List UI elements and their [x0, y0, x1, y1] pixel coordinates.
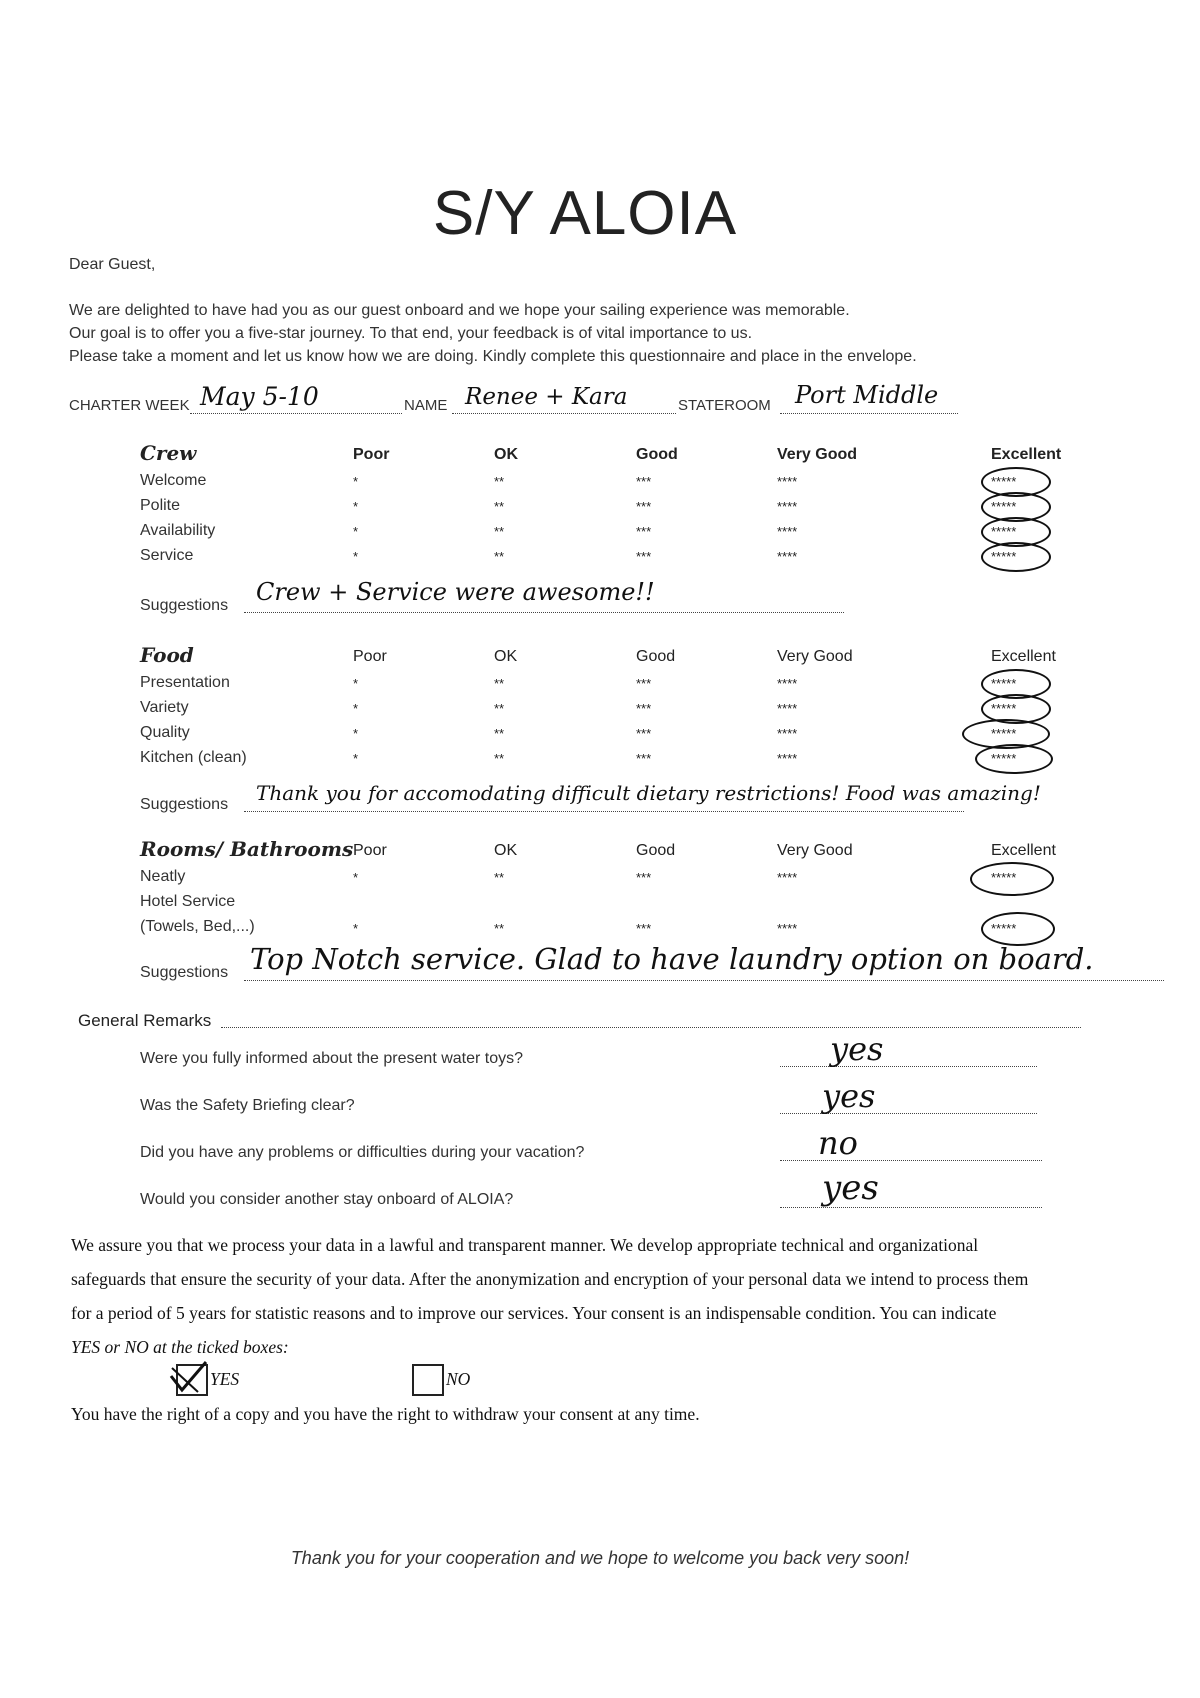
rooms-row-label: Neatly — [140, 868, 186, 885]
checkmark-icon — [168, 1360, 208, 1394]
star-ok[interactable]: ** — [494, 499, 505, 514]
remark-question: Would you consider another stay onboard of ALOIA? — [140, 1191, 514, 1208]
star-very-good[interactable]: **** — [777, 676, 798, 691]
remark-answer-field[interactable]: no — [818, 1124, 858, 1162]
no-label: NO — [446, 1369, 471, 1389]
selection-circle — [970, 862, 1054, 896]
col-ok: OK — [494, 842, 518, 859]
food-row-label: Presentation — [140, 674, 230, 691]
star-good[interactable]: *** — [636, 701, 652, 716]
col-good: Good — [636, 842, 676, 859]
col-excellent: Excellent — [991, 446, 1062, 463]
star-poor[interactable]: * — [353, 549, 359, 564]
consent-rights: You have the right of a copy and you have the right to withdraw your consent at any time. — [71, 1404, 700, 1424]
star-ok[interactable]: ** — [494, 921, 505, 936]
col-very-good: Very Good — [777, 446, 858, 463]
remark-question: Were you fully informed about the present water toys? — [140, 1050, 524, 1067]
star-good[interactable]: *** — [636, 549, 652, 564]
stateroom-line — [780, 413, 958, 414]
food-row-label: Quality — [140, 724, 190, 741]
star-very-good[interactable]: **** — [777, 726, 798, 741]
star-excellent[interactable]: ***** — [991, 499, 1017, 514]
star-ok[interactable]: ** — [494, 870, 505, 885]
intro-line-1: We are delighted to have had you as our guest onboard and we hope your sailing experience was memorable. — [69, 302, 850, 319]
section-title-rooms: Rooms/ Bathrooms — [140, 837, 354, 861]
star-excellent[interactable]: ***** — [991, 726, 1017, 741]
closing-message: Thank you for your cooperation and we hope to welcome you back very soon! — [290, 1548, 910, 1568]
rooms-suggestions-field[interactable]: Top Notch service. Glad to have laundry option on board. — [250, 942, 1094, 976]
star-very-good[interactable]: **** — [777, 474, 798, 489]
food-row-label: Variety — [140, 699, 189, 716]
suggestions-line — [244, 612, 844, 613]
star-excellent[interactable]: ***** — [991, 676, 1017, 691]
star-good[interactable]: *** — [636, 524, 652, 539]
crew-row-label: Polite — [140, 497, 181, 514]
star-excellent[interactable]: ***** — [991, 870, 1017, 885]
suggestions-line — [244, 811, 964, 812]
star-very-good[interactable]: **** — [777, 499, 798, 514]
stateroom-label: STATEROOM — [678, 397, 771, 414]
star-good[interactable]: *** — [636, 921, 652, 936]
answer-line — [780, 1207, 1042, 1208]
intro-line-2: Our goal is to offer you a five-star journey. To that end, your feedback is of vital importance to us. — [69, 325, 753, 342]
star-poor[interactable]: * — [353, 474, 359, 489]
star-poor[interactable]: * — [353, 524, 359, 539]
selection-circle — [975, 744, 1053, 774]
star-excellent[interactable]: ***** — [991, 549, 1017, 564]
suggestions-line — [244, 980, 1164, 981]
crew-row-label: Availability — [140, 522, 216, 539]
star-very-good[interactable]: **** — [777, 701, 798, 716]
star-very-good[interactable]: **** — [777, 870, 798, 885]
star-good[interactable]: *** — [636, 676, 652, 691]
star-ok[interactable]: ** — [494, 751, 505, 766]
remark-answer-field[interactable]: yes — [822, 1077, 876, 1115]
col-excellent: Excellent — [991, 648, 1056, 665]
rooms-row-label: (Towels, Bed,...) — [140, 918, 255, 935]
star-very-good[interactable]: **** — [777, 751, 798, 766]
star-ok[interactable]: ** — [494, 474, 505, 489]
star-ok[interactable]: ** — [494, 726, 505, 741]
general-remarks-label: General Remarks — [78, 1011, 212, 1030]
star-very-good[interactable]: **** — [777, 921, 798, 936]
col-very-good: Very Good — [777, 842, 853, 859]
page-title: S/Y ALOIA — [432, 179, 738, 248]
answer-line — [780, 1113, 1037, 1114]
section-title-crew: Crew — [140, 441, 197, 465]
yes-checkbox[interactable] — [176, 1364, 208, 1396]
charter-week-field[interactable]: May 5-10 — [200, 382, 319, 411]
star-excellent[interactable]: ***** — [991, 921, 1017, 936]
star-poor[interactable]: * — [353, 499, 359, 514]
name-line — [452, 413, 676, 414]
star-good[interactable]: *** — [636, 474, 652, 489]
col-poor: Poor — [353, 648, 387, 665]
star-ok[interactable]: ** — [494, 524, 505, 539]
star-ok[interactable]: ** — [494, 676, 505, 691]
consent-line-2: safeguards that ensure the security of your data. After the anonymization and encryption of your personal data we intend to process them — [71, 1269, 1029, 1289]
suggestions-label: Suggestions — [140, 597, 229, 614]
consent-line-1: We assure you that we process your data in a lawful and transparent manner. We develop appropriate technical and organizational — [71, 1235, 979, 1255]
selection-circle — [981, 542, 1051, 572]
star-good[interactable]: *** — [636, 726, 652, 741]
star-ok[interactable]: ** — [494, 549, 505, 564]
col-ok: OK — [494, 648, 518, 665]
no-checkbox[interactable] — [412, 1364, 444, 1396]
name-label: NAME — [404, 397, 448, 414]
food-suggestions-field[interactable]: Thank you for accomodating difficult dietary restrictions! Food was amazing! — [256, 781, 1041, 805]
remark-question: Did you have any problems or difficulties during your vacation? — [140, 1144, 585, 1161]
crew-suggestions-field[interactable]: Crew + Service were awesome!! — [256, 578, 655, 606]
star-poor[interactable]: * — [353, 701, 359, 716]
col-poor: Poor — [353, 446, 390, 463]
charter-week-line — [190, 413, 402, 414]
consent-line-4: YES or NO at the ticked boxes: — [71, 1337, 289, 1357]
star-excellent[interactable]: ***** — [991, 474, 1017, 489]
star-excellent[interactable]: ***** — [991, 524, 1017, 539]
col-good: Good — [636, 648, 676, 665]
star-good[interactable]: *** — [636, 751, 652, 766]
star-excellent[interactable]: ***** — [991, 751, 1017, 766]
star-poor[interactable]: * — [353, 751, 359, 766]
yes-label: YES — [210, 1369, 240, 1389]
general-remarks-line — [221, 1027, 1081, 1028]
star-poor[interactable]: * — [353, 676, 359, 691]
suggestions-label: Suggestions — [140, 964, 229, 981]
star-very-good[interactable]: **** — [777, 524, 798, 539]
star-good[interactable]: *** — [636, 870, 652, 885]
col-good: Good — [636, 446, 678, 463]
charter-week-label: CHARTER WEEK — [69, 397, 190, 414]
section-title-food: Food — [140, 643, 194, 667]
star-good[interactable]: *** — [636, 499, 652, 514]
answer-line — [780, 1066, 1037, 1067]
intro-line-3: Please take a moment and let us know how we are doing. Kindly complete this questionnaire and place in the envelope. — [69, 348, 917, 365]
remark-question: Was the Safety Briefing clear? — [140, 1097, 355, 1114]
remark-answer-field[interactable]: yes — [822, 1168, 879, 1208]
star-very-good[interactable]: **** — [777, 549, 798, 564]
star-poor[interactable]: * — [353, 726, 359, 741]
col-excellent: Excellent — [991, 842, 1056, 859]
crew-row-label: Welcome — [140, 472, 207, 489]
name-field[interactable]: Renee + Kara — [465, 384, 628, 410]
greeting: Dear Guest, — [69, 256, 156, 273]
crew-row-label: Service — [140, 547, 194, 564]
col-poor: Poor — [353, 842, 387, 859]
remark-answer-field[interactable]: yes — [830, 1030, 884, 1068]
consent-line-3: for a period of 5 years for statistic reasons and to improve our services. Your consent is an indispensable condition. You can indicate — [71, 1303, 997, 1323]
col-very-good: Very Good — [777, 648, 853, 665]
stateroom-field[interactable]: Port Middle — [795, 381, 939, 409]
selection-circle — [981, 912, 1055, 946]
star-poor[interactable]: * — [353, 921, 359, 936]
food-row-label: Kitchen (clean) — [140, 749, 247, 766]
star-poor[interactable]: * — [353, 870, 359, 885]
star-excellent[interactable]: ***** — [991, 701, 1017, 716]
star-ok[interactable]: ** — [494, 701, 505, 716]
col-ok: OK — [494, 446, 518, 463]
rooms-row-label: Hotel Service — [140, 893, 236, 910]
suggestions-label: Suggestions — [140, 796, 229, 813]
